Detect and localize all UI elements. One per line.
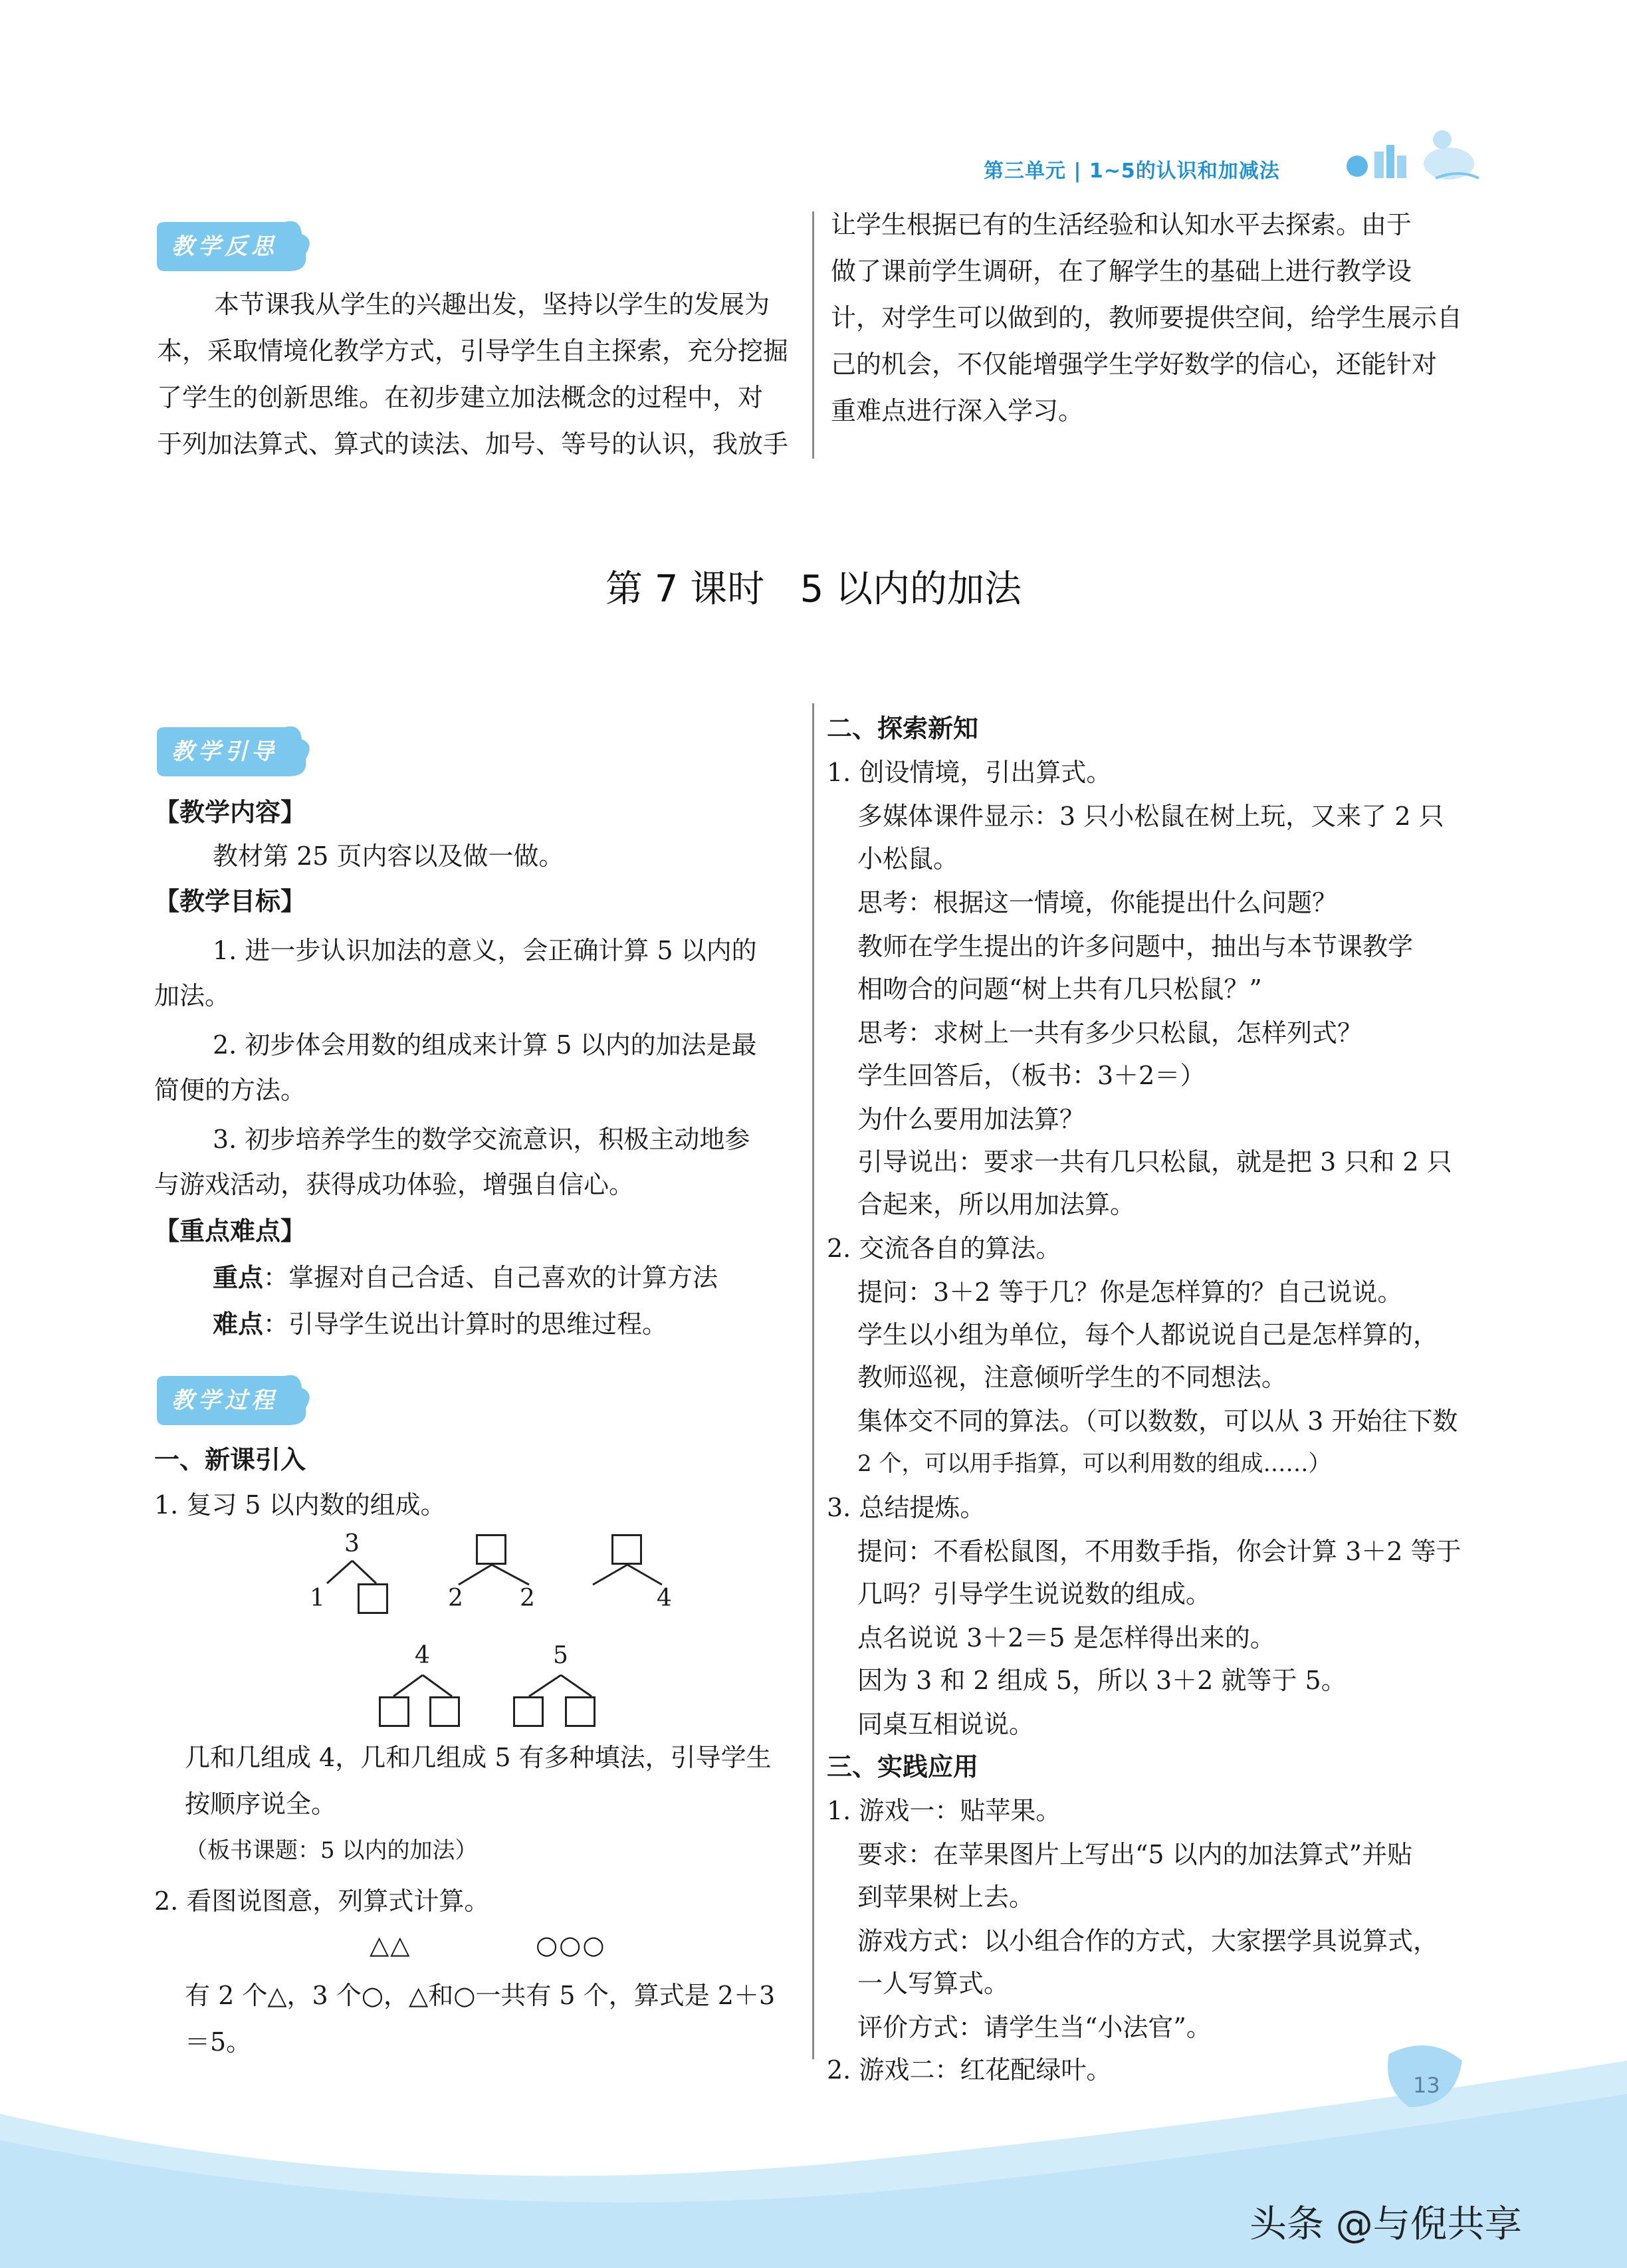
explore-text: 学生以小组为单位，每个人都说说自己是怎样算的， xyxy=(857,1320,1439,1349)
explore-text: 评价方式：请学生当“小法官”。 xyxy=(857,2013,1212,2042)
section-3-heading: 三、实践应用 xyxy=(827,1752,979,1781)
explore-text: 思考：求树上一共有多少只松鼠，怎样列式？ xyxy=(857,1018,1363,1048)
explore-step-1: 1. 创设情境，引出算式。 xyxy=(827,758,1112,787)
goal-3: 3. 初步培养学生的数学交流意识，积极主动地参 xyxy=(213,1125,750,1154)
lesson-title: 第 7 课时 5 以内的加法 xyxy=(605,568,1022,611)
goal-1: 1. 进一步认识加法的意义，会正确计算 5 以内的 xyxy=(213,936,757,965)
step-1-1: 1. 复习 5 以内数的组成。 xyxy=(154,1490,446,1520)
explore-text: 多媒体课件显示：3 只小松鼠在树上玩，又来了 2 只 xyxy=(857,802,1444,831)
explore-text: 小松鼠。 xyxy=(857,844,959,873)
d4-blank-box-left xyxy=(379,1696,409,1727)
explore-text: 到苹果树上去。 xyxy=(857,1882,1035,1912)
step-1-1-note-cont: 按顺序说全。 xyxy=(185,1789,337,1819)
section-2-heading: 二、探索新知 xyxy=(827,714,979,743)
d2-blank-box xyxy=(476,1534,506,1565)
content-heading: 【教学内容】 xyxy=(154,798,306,827)
goal-3-cont: 与游戏活动，获得成功体验，增强自信心。 xyxy=(154,1170,635,1199)
d2-left-number: 2 xyxy=(448,1585,463,1612)
explore-text: 一人写算式。 xyxy=(857,1969,1010,1998)
step-1-2-answer: 有 2 个△，3 个○，△和○一共有 5 个，算式是 2＋3 xyxy=(185,1981,776,2010)
reflection-badge-label: 教学反思 xyxy=(171,233,278,260)
explore-text: 点名说说 3＋2＝5 是怎样得出来的。 xyxy=(857,1623,1275,1652)
d5-blank-box-left xyxy=(513,1696,544,1727)
header-decoration-icon xyxy=(1343,125,1482,185)
process-badge-label: 教学过程 xyxy=(171,1387,278,1414)
key-point: 重点：掌握对自己合适、自己喜欢的计算方法 xyxy=(213,1263,718,1292)
d5-top-number: 5 xyxy=(553,1642,568,1669)
explore-text: 为什么要用加法算？ xyxy=(857,1105,1085,1134)
explore-text: 因为 3 和 2 组成 5，所以 3＋2 就等于 5。 xyxy=(857,1666,1347,1695)
d1-blank-box xyxy=(358,1583,388,1614)
goal-2-cont: 简便的方法。 xyxy=(154,1076,306,1105)
difficult-point: 难点：引导学生说出计算时的思维过程。 xyxy=(213,1309,668,1339)
watermark: 头条 @与倪共享 xyxy=(1249,2203,1522,2246)
column-divider xyxy=(812,703,814,2059)
d1-top-number: 3 xyxy=(344,1530,360,1557)
explore-text: 思考：根据这一情境，你能提出什么问题？ xyxy=(857,888,1338,917)
composition-diagrams xyxy=(292,1529,705,1742)
step-1-2-answer-cont: ＝5。 xyxy=(185,2027,252,2057)
explore-text: 相吻合的问题“树上共有几只松鼠？” xyxy=(857,974,1262,1004)
board-title-note: （板书课题：5 以内的加法） xyxy=(185,1837,478,1864)
explore-text: 学生回答后，（板书：3＋2＝） xyxy=(857,1061,1206,1090)
right-column xyxy=(827,707,1478,2085)
explore-text: 引导说出：要求一共有几只松鼠，就是把 3 只和 2 只 xyxy=(857,1147,1452,1177)
explore-text: 合起来，所以用加法算。 xyxy=(857,1190,1136,1219)
game-2: 2. 游戏二：红花配绿叶。 xyxy=(827,2055,1112,2085)
explore-text: 教师巡视，注意倾听学生的不同想法。 xyxy=(857,1363,1287,1392)
explore-text: 教师在学生提出的许多问题中，抽出与本节课教学 xyxy=(857,932,1414,961)
d3-right-number: 4 xyxy=(657,1585,672,1612)
explore-text: 同桌互相说说。 xyxy=(857,1710,1035,1739)
key-heading: 【重点难点】 xyxy=(154,1216,306,1246)
process-badge xyxy=(152,1373,314,1433)
explore-text: 提问：不看松鼠图，不用数手指，你会计算 3＋2 等于 xyxy=(857,1537,1462,1566)
explore-text: 集体交不同的算法。（可以数数，可以从 3 开始往下数 xyxy=(857,1407,1458,1436)
explore-step-2: 2. 交流各自的算法。 xyxy=(827,1234,1061,1263)
goal-2: 2. 初步体会用数的组成来计算 5 以内的加法是最 xyxy=(213,1030,757,1060)
d3-blank-box xyxy=(611,1534,642,1565)
guide-badge-label: 教学引导 xyxy=(171,738,278,765)
triangles-figure: △△ xyxy=(370,1930,411,1960)
explore-text: 要求：在苹果图片上写出“5 以内的加法算式”并贴 xyxy=(857,1840,1413,1869)
d4-blank-box-right xyxy=(429,1696,460,1727)
goal-1-cont: 加法。 xyxy=(154,981,231,1010)
circles-figure: ○○○ xyxy=(536,1930,606,1960)
explore-text: 提问：3＋2 等于几？你是怎样算的？自己说说。 xyxy=(857,1278,1403,1307)
explore-text: 几吗？引导学生说说数的组成。 xyxy=(857,1579,1212,1609)
d5-blank-box-right xyxy=(565,1696,596,1727)
page-number: 13 xyxy=(1413,2073,1440,2098)
step-1-2: 2. 看图说图意，列算式计算。 xyxy=(154,1886,490,1916)
reflection-badge xyxy=(152,219,314,279)
unit-header: 第三单元 | 1~5的认识和加减法 xyxy=(984,160,1280,183)
game-1: 1. 游戏一：贴苹果。 xyxy=(827,1796,1061,1825)
goals-heading: 【教学目标】 xyxy=(154,887,306,916)
d1-left-number: 1 xyxy=(310,1585,325,1612)
explore-text: 游戏方式：以小组合作的方式，大家摆学具说算式， xyxy=(857,1926,1439,1956)
step-1-1-note: 几和几组成 4，几和几组成 5 有多种填法，引导学生 xyxy=(185,1743,772,1772)
guide-badge xyxy=(152,725,314,784)
explore-step-3: 3. 总结提炼。 xyxy=(827,1493,986,1522)
d2-right-number: 2 xyxy=(520,1585,535,1612)
content-text: 教材第 25 页内容以及做一做。 xyxy=(213,842,564,871)
d4-top-number: 4 xyxy=(415,1642,430,1669)
section-1-heading: 一、新课引入 xyxy=(154,1445,306,1474)
column-divider xyxy=(812,211,814,459)
explore-text: 2 个，可以用手指算，可以利用数的组成……） xyxy=(857,1450,1331,1477)
